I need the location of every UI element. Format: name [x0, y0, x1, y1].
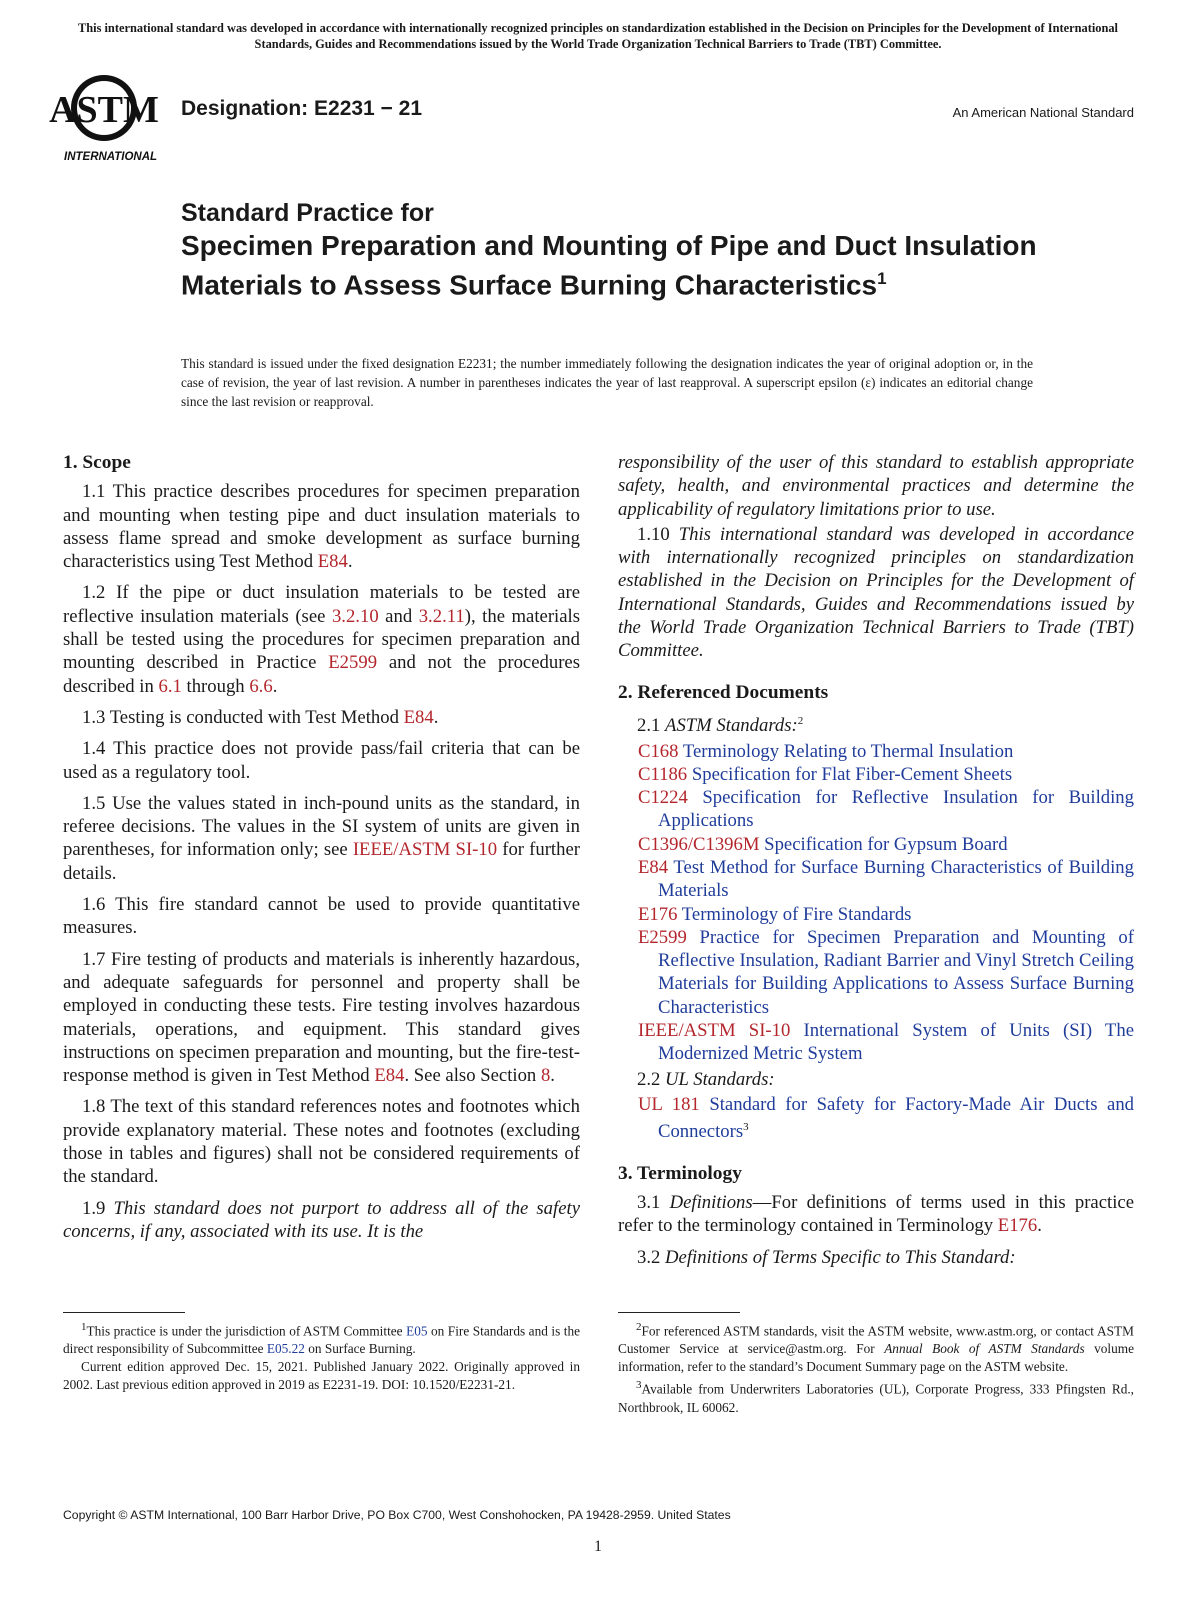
ref-link-6-1[interactable]: 6.1	[158, 675, 182, 697]
astm-reference-list	[618, 740, 1134, 1066]
title-line1: Standard Practice for	[181, 199, 434, 227]
reference-item[interactable]: C168 Terminology Relating to Thermal Insulation	[638, 740, 1014, 762]
para-1-1: 1.1 This practice describes procedures for specimen preparation and mounting when testing pipe and duct insulation materials to assess flame spread and smoke development as surface burning characteristics using Test Method E84.	[63, 481, 580, 573]
para-1-9-end: responsibility of the user of this standard to establish appropriate safety, health, and environmental practices and determine the applicability of regulatory limitations prior to use.	[618, 452, 1134, 520]
reference-item[interactable]: E2599 Practice for Specimen Preparation and Mounting of Reflective Insulation, Radiant Barrier and Vinyl Stretch Ceiling Materials for Building Applications to Assess Surface Burning Characteristics	[638, 926, 1134, 1018]
reference-item[interactable]: E84 Test Method for Surface Burning Characteristics of Building Materials	[638, 856, 1134, 902]
copyright-line: Copyright © ASTM International, 100 Barr Harbor Drive, PO Box C700, West Conshohocken, PA 19428-2959. United States	[63, 1508, 731, 1522]
reference-item[interactable]: UL 181 Standard for Safety for Factory-Made Air Ducts and Connectors$^3$	[638, 1093, 1135, 1143]
para-1-6: 1.6 This fire standard cannot be used to provide quantitative measures.	[63, 894, 580, 939]
para-1-9-start: 1.9 This standard does not purport to address all of the safety concerns, if any, associated with its use. It is the	[63, 1197, 580, 1242]
footnote-rule	[618, 1312, 740, 1313]
para-1-8: 1.8 The text of this standard references notes and footnotes which provide explanatory material. These notes and footnotes (excluding those in tables and figures) shall not be considered requirements of the standard.	[63, 1096, 580, 1188]
reference-item[interactable]: C1396/C1396M Specification for Gypsum Board	[638, 833, 1008, 855]
section-heading-terminology: 3. Terminology	[618, 1162, 742, 1184]
ref-link-e84[interactable]: E84	[403, 706, 434, 728]
designation: Designation: E2231 − 21	[181, 97, 423, 120]
astm-standards-label: 2.1 ASTM Standards:$^2$	[637, 714, 804, 737]
para-3-1: 3.1 Definitions—For definitions of terms used in this practice refer to the terminology contained in Terminology E176.	[618, 1192, 1134, 1237]
footnotes-left	[63, 1318, 580, 1394]
para-3-2: 3.2 Definitions of Terms Specific to This Standard:	[637, 1246, 1016, 1268]
ref-link-3-2-10[interactable]: 3.2.10	[331, 605, 379, 627]
left-column	[63, 451, 580, 1251]
astm-logo	[49, 70, 168, 166]
para-1-5: 1.5 Use the values stated in inch-pound units as the standard, in referee decisions. The values in the SI system of units are given in parentheses, for information only; see IEEE/ASTM SI-10 for further details.	[63, 792, 580, 884]
ref-link-si10[interactable]: IEEE/ASTM SI-10	[352, 839, 498, 861]
logo-subtitle: INTERNATIONAL	[64, 151, 158, 163]
ref-link-6-6[interactable]: 6.6	[249, 675, 273, 697]
ref-link-e176[interactable]: E176	[997, 1215, 1038, 1237]
reference-item[interactable]: C1224 Specification for Reflective Insulation for Building Applications	[638, 787, 1134, 832]
logo-letters: ASTM	[49, 89, 159, 131]
title-text: Specimen Preparation and Mounting of Pipe and Duct Insulation Materials to Assess Surface Burning Characteristics	[181, 230, 1037, 301]
footnote-3: $^3$Available from Underwriters Laboratories (UL), Corporate Progress, 333 Pfingsten Rd., Northbrook, IL 60062.	[618, 1379, 1134, 1415]
section-heading-scope: 1. Scope	[63, 452, 131, 473]
edition-note: Current edition approved Dec. 15, 2021. Published January 2022. Originally approved in 2002. Last previous edition approved in 2019 as E2231-19. DOI: 10.1520/E2231-21.	[63, 1359, 580, 1393]
title-footnote-mark: 1	[877, 269, 887, 288]
ref-link-e2599[interactable]: E2599	[328, 652, 378, 674]
ul-reference-list	[618, 1093, 1134, 1144]
ref-link-e05[interactable]: E05	[406, 1323, 428, 1339]
ul-standards-label: 2.2 UL Standards:	[637, 1068, 775, 1090]
para-1-10: 1.10 This international standard was developed in accordance with internationally recognized principles on standardization established in the Decision on Principles for the Development of International Standards, Guides and Recommendations issued by the World Trade Organization Technical Barriers to Trade (TBT) Committee.	[618, 523, 1135, 662]
section-heading-referenced-documents: 2. Referenced Documents	[618, 681, 829, 703]
ansi-label: An American National Standard	[952, 105, 1134, 120]
reference-item[interactable]: C1186 Specification for Flat Fiber-Cement Sheets	[638, 763, 1013, 785]
footnote-rule	[63, 1312, 185, 1313]
ref-link-3-2-11[interactable]: 3.2.11	[418, 605, 465, 627]
title-main	[181, 229, 1081, 301]
page-number: 1	[594, 1538, 602, 1555]
footnote-2: $^2$For referenced ASTM standards, visit the ASTM website, www.astm.org, or contact ASTM Customer Service at service@astm.org. For Annual Book of ASTM Standards volume information, refer to the standard’s Document Summary page on the ASTM website.	[618, 1321, 1134, 1375]
footnote-1: $^1$This practice is under the jurisdiction of ASTM Committee E05 on Fire Standards and is the direct responsibility of Subcommittee E05.22 on Surface Burning.	[63, 1321, 580, 1357]
issue-note: This standard is issued under the fixed designation E2231; the number immediately following the designation indicates the year of original adoption or, in the case of revision, the year of last revision. A number in parentheses indicates the year of last reapproval. A superscript epsilon (ε) indicates an editorial change since the last revision or reapproval.	[181, 356, 1033, 409]
para-1-7: 1.7 Fire testing of products and materials is inherently hazardous, and adequate safeguards for personnel and property shall be employed in conducting these tests. Fire testing involves hazardous materials, operations, and equipment. This standard gives instructions on specimen preparation and mounting, but the fire-test-response method is given in Test Method E84. See also Section 8.	[63, 948, 580, 1087]
ref-link-e05-22[interactable]: E05.22	[266, 1341, 305, 1357]
ref-link-section-8[interactable]: 8	[540, 1065, 551, 1087]
ref-link-e84[interactable]: E84	[317, 551, 348, 573]
para-1-2: 1.2 If the pipe or duct insulation materials to be tested are reflective insulation materials (see 3.2.10 and 3.2.11), the materials shall be tested using the procedures for specimen preparation and mounting described in Practice E2599 and not the procedures described in 6.1 through 6.6.	[63, 582, 581, 697]
wto-notice: This international standard was developed in accordance with internationally recognized principles on standardization established in the Decision on Principles for the Development of International Standards, Guides and Recommendations issued by the World Trade Organization Technical Barriers to Trade (TBT) Committee.	[77, 21, 1119, 51]
right-column	[618, 451, 1134, 1277]
para-1-3: 1.3 Testing is conducted with Test Method E84.	[82, 706, 439, 728]
footnotes-right	[618, 1318, 1134, 1417]
para-1-4: 1.4 This practice does not provide pass/fail criteria that can be used as a regulatory tool.	[63, 738, 580, 783]
ref-link-e84[interactable]: E84	[374, 1065, 405, 1087]
document-title	[181, 198, 1081, 301]
reference-item[interactable]: E176 Terminology of Fire Standards	[638, 903, 912, 925]
reference-item[interactable]: IEEE/ASTM SI-10 International System of Units (SI) The Modernized Metric System	[638, 1020, 1134, 1065]
